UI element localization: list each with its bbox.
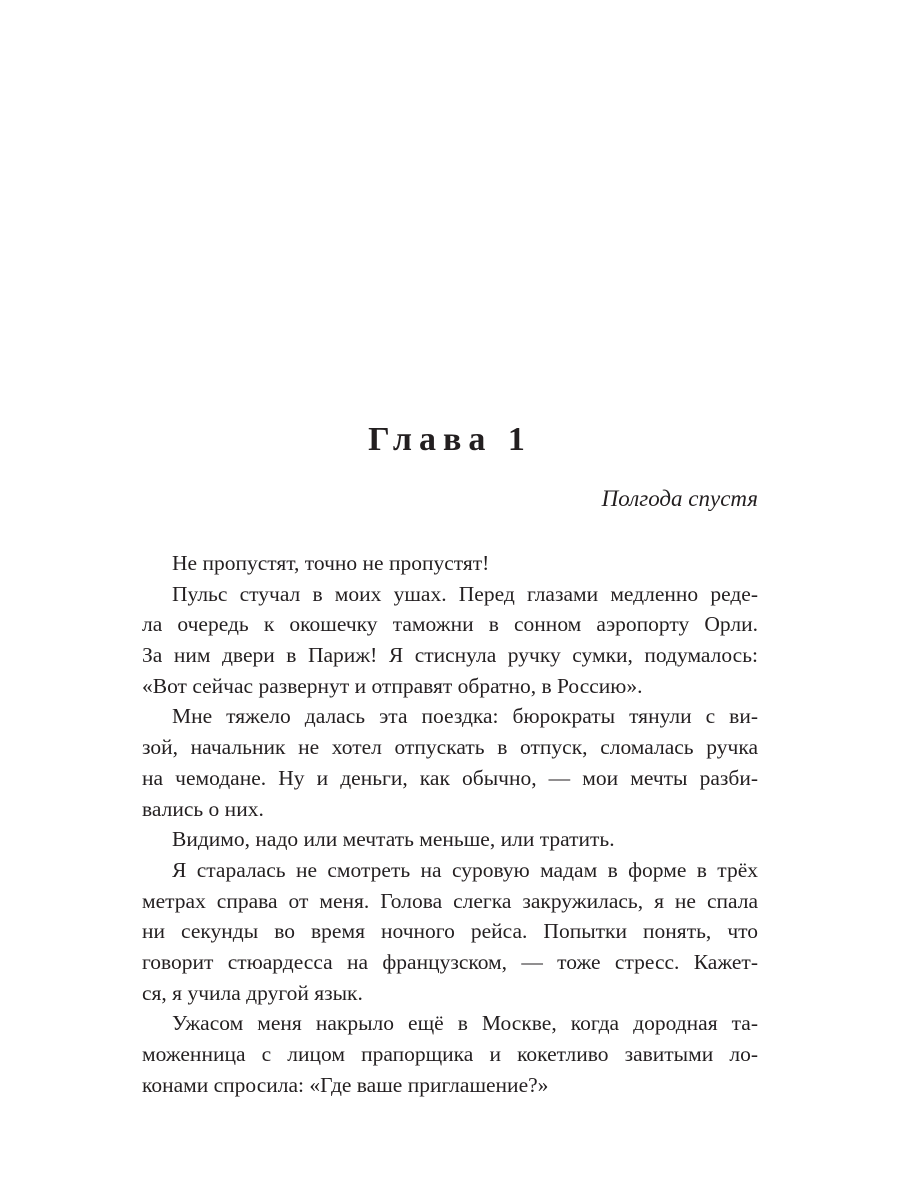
text-line: на чемодане. Ну и деньги, как обычно, — мои мечты разби-: [142, 765, 758, 790]
chapter-title: Глава 1: [368, 421, 532, 458]
body-text: [142, 548, 758, 1100]
text-line: зой, начальник не хотел отпускать в отпуск, сломалась ручка: [142, 735, 758, 760]
text-line: Пульс стучал в моих ушах. Перед глазами медленно реде-: [172, 581, 758, 606]
text-line: За ним двери в Париж! Я стиснула ручку сумки, подумалось:: [142, 643, 758, 668]
text-line: Я старалась не смотреть на суровую мадам в форме в трёх: [172, 857, 758, 882]
chapter-epigraph: Полгода спустя: [601, 486, 758, 511]
text-line: Видимо, надо или мечтать меньше, или тратить.: [172, 827, 615, 852]
text-line: ся, я учила другой язык.: [142, 980, 363, 1005]
text-line: Не пропустят, точно не пропустят!: [172, 551, 490, 575]
text-line: ни секунды во время ночного рейса. Попытки понять, что: [142, 919, 758, 944]
text-line: ла очередь к окошечку таможни в сонном аэропорту Орли.: [142, 612, 758, 637]
text-line: говорит стюардесса на французском, — тоже стресс. Кажет-: [142, 949, 758, 974]
text-line: Ужасом меня накрыло ещё в Москве, когда дородная та-: [172, 1011, 758, 1036]
text-line: метрах справа от меня. Голова слегка закружилась, я не спала: [142, 888, 758, 913]
text-line: конами спросила: «Где ваше приглашение?»: [142, 1072, 549, 1097]
text-line: вались о них.: [142, 796, 264, 821]
text-line: моженница с лицом прапорщика и кокетливо завитыми ло-: [142, 1042, 758, 1066]
text-line: «Вот сейчас развернут и отправят обратно, в Россию».: [142, 673, 643, 698]
text-line: Мне тяжело далась эта поездка: бюрократы тянули с ви-: [172, 704, 758, 729]
